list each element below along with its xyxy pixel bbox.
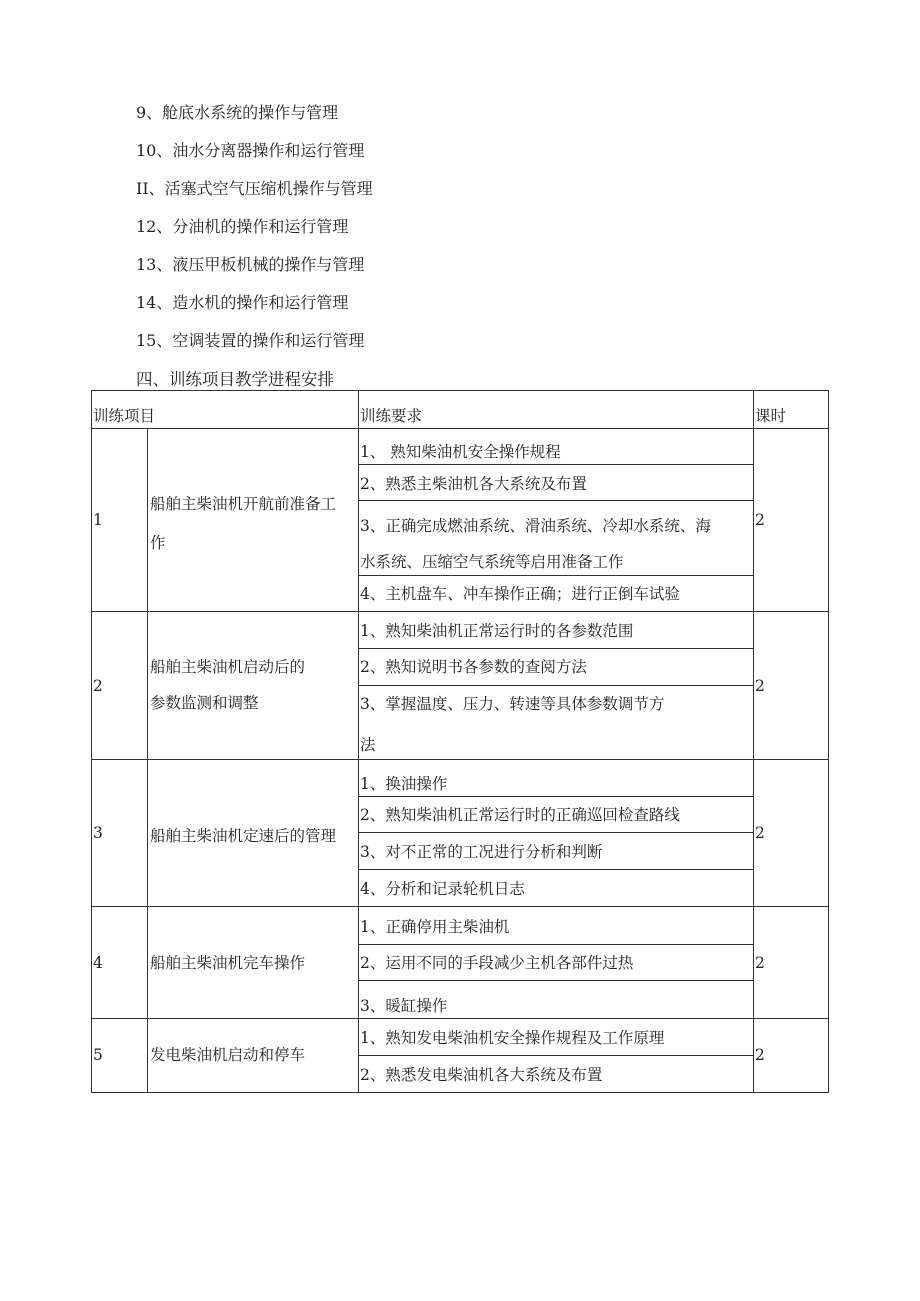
table-border-right [828, 390, 829, 1093]
row-divider [91, 1018, 829, 1019]
sub-row-divider [358, 869, 754, 870]
sub-row-divider [358, 685, 754, 686]
row-divider [91, 759, 829, 760]
row-divider [91, 611, 829, 612]
project-name: 船舶主柴油机启动后的 [150, 658, 306, 676]
hours-value: 2 [755, 677, 765, 695]
header-requirements: 训练要求 [360, 407, 423, 425]
hours-value: 2 [755, 954, 765, 972]
requirement-item: 水系统、压缩空气系统等启用准备工作 [360, 553, 624, 571]
list-item: II、活塞式空气压缩机操作与管理 [136, 179, 373, 198]
section-heading: 四、训练项目教学进程安排 [136, 370, 334, 389]
table-border-left [91, 390, 92, 1093]
header-project: 训练项目 [93, 407, 156, 425]
requirement-item: 1、 熟知柴油机安全操作规程 [360, 443, 561, 461]
requirement-item: 2、熟知说明书各参数的查阅方法 [360, 658, 587, 676]
column-divider [358, 390, 359, 1093]
hours-value: 2 [755, 511, 765, 529]
row-number: 1 [93, 511, 103, 529]
requirement-item: 4、主机盘车、冲车操作正确；进行正倒车试验 [360, 585, 680, 603]
project-name: 船舶主柴油机定速后的管理 [150, 827, 337, 845]
requirement-item: 1、熟知柴油机正常运行时的各参数范围 [360, 622, 634, 640]
requirement-item: 1、换油操作 [360, 775, 448, 793]
requirement-item: 3、对不正常的工况进行分析和判断 [360, 843, 603, 861]
list-item: 15、空调装置的操作和运行管理 [136, 331, 365, 350]
list-item: 12、分油机的操作和运行管理 [136, 217, 349, 236]
list-item: 14、造水机的操作和运行管理 [136, 293, 349, 312]
row-number: 3 [93, 824, 103, 842]
sub-row-divider [358, 575, 754, 576]
sub-row-divider [358, 648, 754, 649]
requirement-item: 2、运用不同的手段减少主机各部件过热 [360, 954, 634, 972]
requirement-item: 2、熟知柴油机正常运行时的正确巡回检查路线 [360, 806, 680, 824]
sub-row-divider [358, 796, 754, 797]
column-divider [147, 428, 148, 1093]
row-number: 4 [93, 954, 103, 972]
list-item: 10、油水分离器操作和运行管理 [136, 141, 365, 160]
sub-row-divider [358, 464, 754, 465]
project-name: 参数监测和调整 [150, 694, 259, 712]
list-item: 13、液压甲板机械的操作与管理 [136, 255, 365, 274]
row-divider [91, 428, 829, 429]
requirement-item: 2、熟悉发电柴油机各大系统及布置 [360, 1066, 603, 1084]
table-border-top [91, 390, 829, 391]
row-divider [91, 906, 829, 907]
project-name: 作 [150, 534, 166, 552]
sub-row-divider [358, 832, 754, 833]
requirement-item: 1、正确停用主柴油机 [360, 918, 510, 936]
requirement-item: 1、熟知发电柴油机安全操作规程及工作原理 [360, 1029, 665, 1047]
sub-row-divider [358, 500, 754, 501]
requirement-item: 3、掌握温度、压力、转速等具体参数调节方 [360, 695, 665, 713]
requirement-item: 法 [360, 736, 376, 754]
row-number: 5 [93, 1046, 103, 1064]
sub-row-divider [358, 1055, 754, 1056]
row-number: 2 [93, 677, 103, 695]
table-border-bottom [91, 1092, 829, 1093]
project-name: 船舶主柴油机开航前准备工 [150, 495, 337, 513]
project-name: 船舶主柴油机完车操作 [150, 954, 306, 972]
requirement-item: 4、分析和记录轮机日志 [360, 880, 525, 898]
list-item: 9、舱底水系统的操作与管理 [136, 103, 339, 122]
hours-value: 2 [755, 824, 765, 842]
header-hours: 课时 [755, 407, 787, 425]
hours-value: 2 [755, 1046, 765, 1064]
requirement-item: 3、正确完成燃油系统、滑油系统、冷却水系统、海 [360, 517, 711, 535]
sub-row-divider [358, 980, 754, 981]
requirement-item: 2、熟悉主柴油机各大系统及布置 [360, 475, 587, 493]
column-divider [753, 390, 754, 1093]
requirement-item: 3、暖缸操作 [360, 997, 448, 1015]
sub-row-divider [358, 944, 754, 945]
project-name: 发电柴油机启动和停车 [150, 1046, 306, 1064]
